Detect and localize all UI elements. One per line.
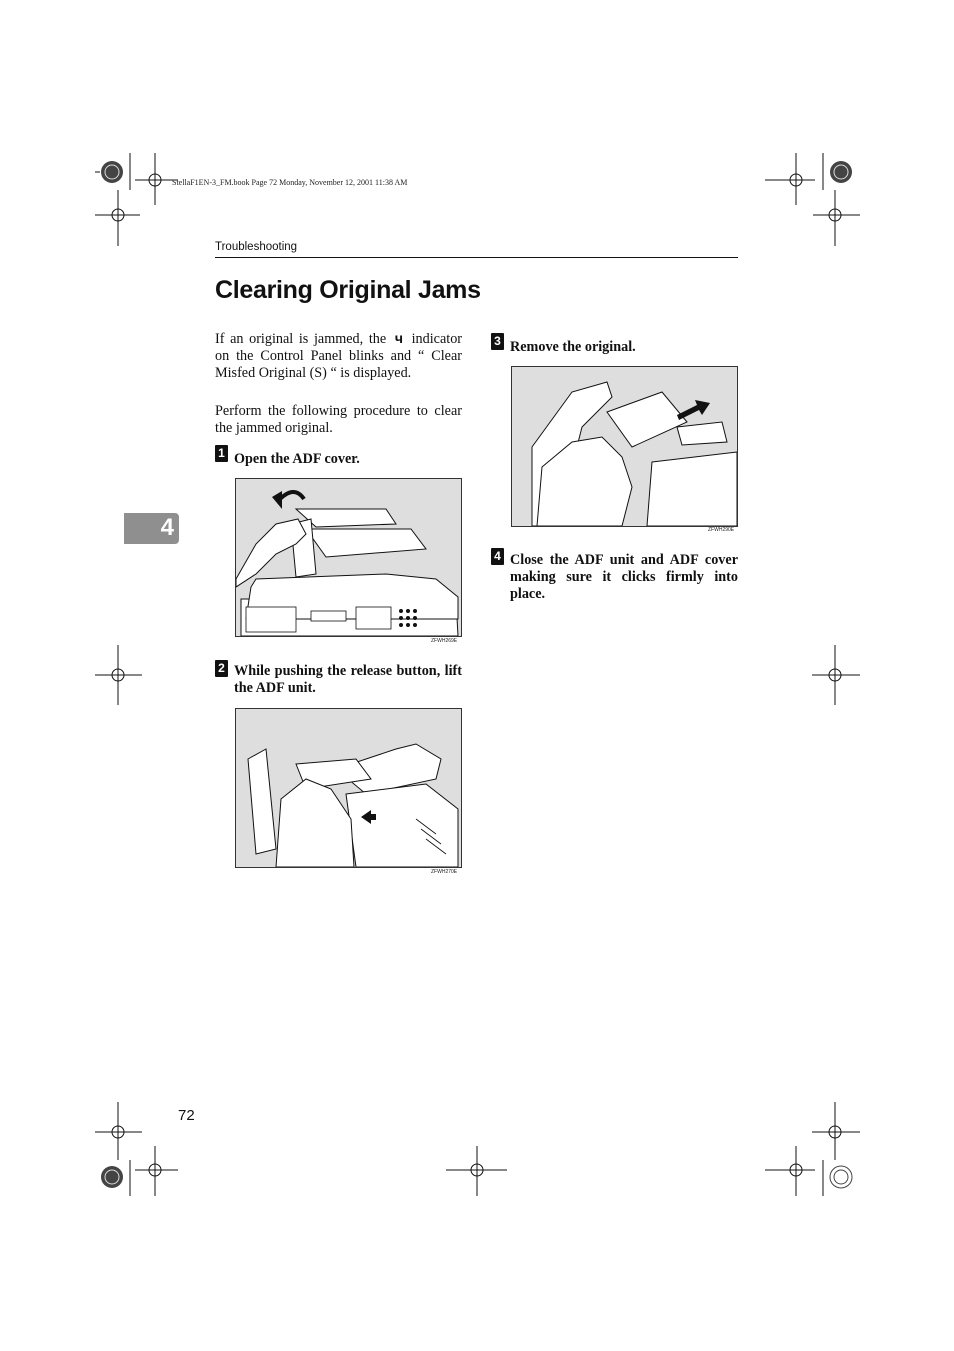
step-2-number-badge: 2 [215,660,228,677]
figure-code-3: ZFWH290E [708,527,735,533]
step-2-text: While pushing the release button, lift the ADF unit. [234,663,462,696]
intro-text-after: indicator on the Control Panel blinks and “ Clear Misfed Original (S) “ is displayed. [215,331,463,382]
intro-paragraph-1 [215,330,462,383]
figure-lift-adf-unit [235,708,462,868]
step-3-number-badge: 3 [491,333,504,350]
step-3 [491,333,738,356]
step-4 [491,548,738,603]
figure-open-adf-cover [235,478,462,637]
page-number: 72 [178,1107,195,1124]
figure-code-2: ZFWH270E [431,869,458,875]
adf-unit-illustration [236,709,461,867]
step-4-text: Close the ADF unit and ADF cover making sure it clicks firmly into place. [510,552,738,602]
step-1-number-badge: 1 [215,445,228,462]
section-header: Troubleshooting [215,241,298,253]
adf-cover-illustration [236,479,461,636]
figure-remove-original [511,366,738,527]
page-title: Clearing Original Jams [215,276,481,304]
step-4-number-badge: 4 [491,548,504,565]
intro-text-before: If an original is jammed, the [215,331,387,347]
header-rule [215,257,738,258]
figure-code-1: ZFWH269E [431,638,458,644]
remove-original-illustration [512,367,737,526]
step-1-text: Open the ADF cover. [234,451,360,467]
chapter-number: 4 [160,514,174,541]
step-3-text: Remove the original. [510,339,636,355]
misfeed-indicator-icon: ч [394,330,403,346]
step-1 [215,445,462,468]
intro-paragraph-2: Perform the following procedure to clear the jammed original. [215,403,462,437]
chapter-tab [124,513,179,544]
book-info: StellaF1EN-3_FM.book Page 72 Monday, November 12, 2001 11:38 AM [172,178,408,187]
step-2 [215,660,462,697]
